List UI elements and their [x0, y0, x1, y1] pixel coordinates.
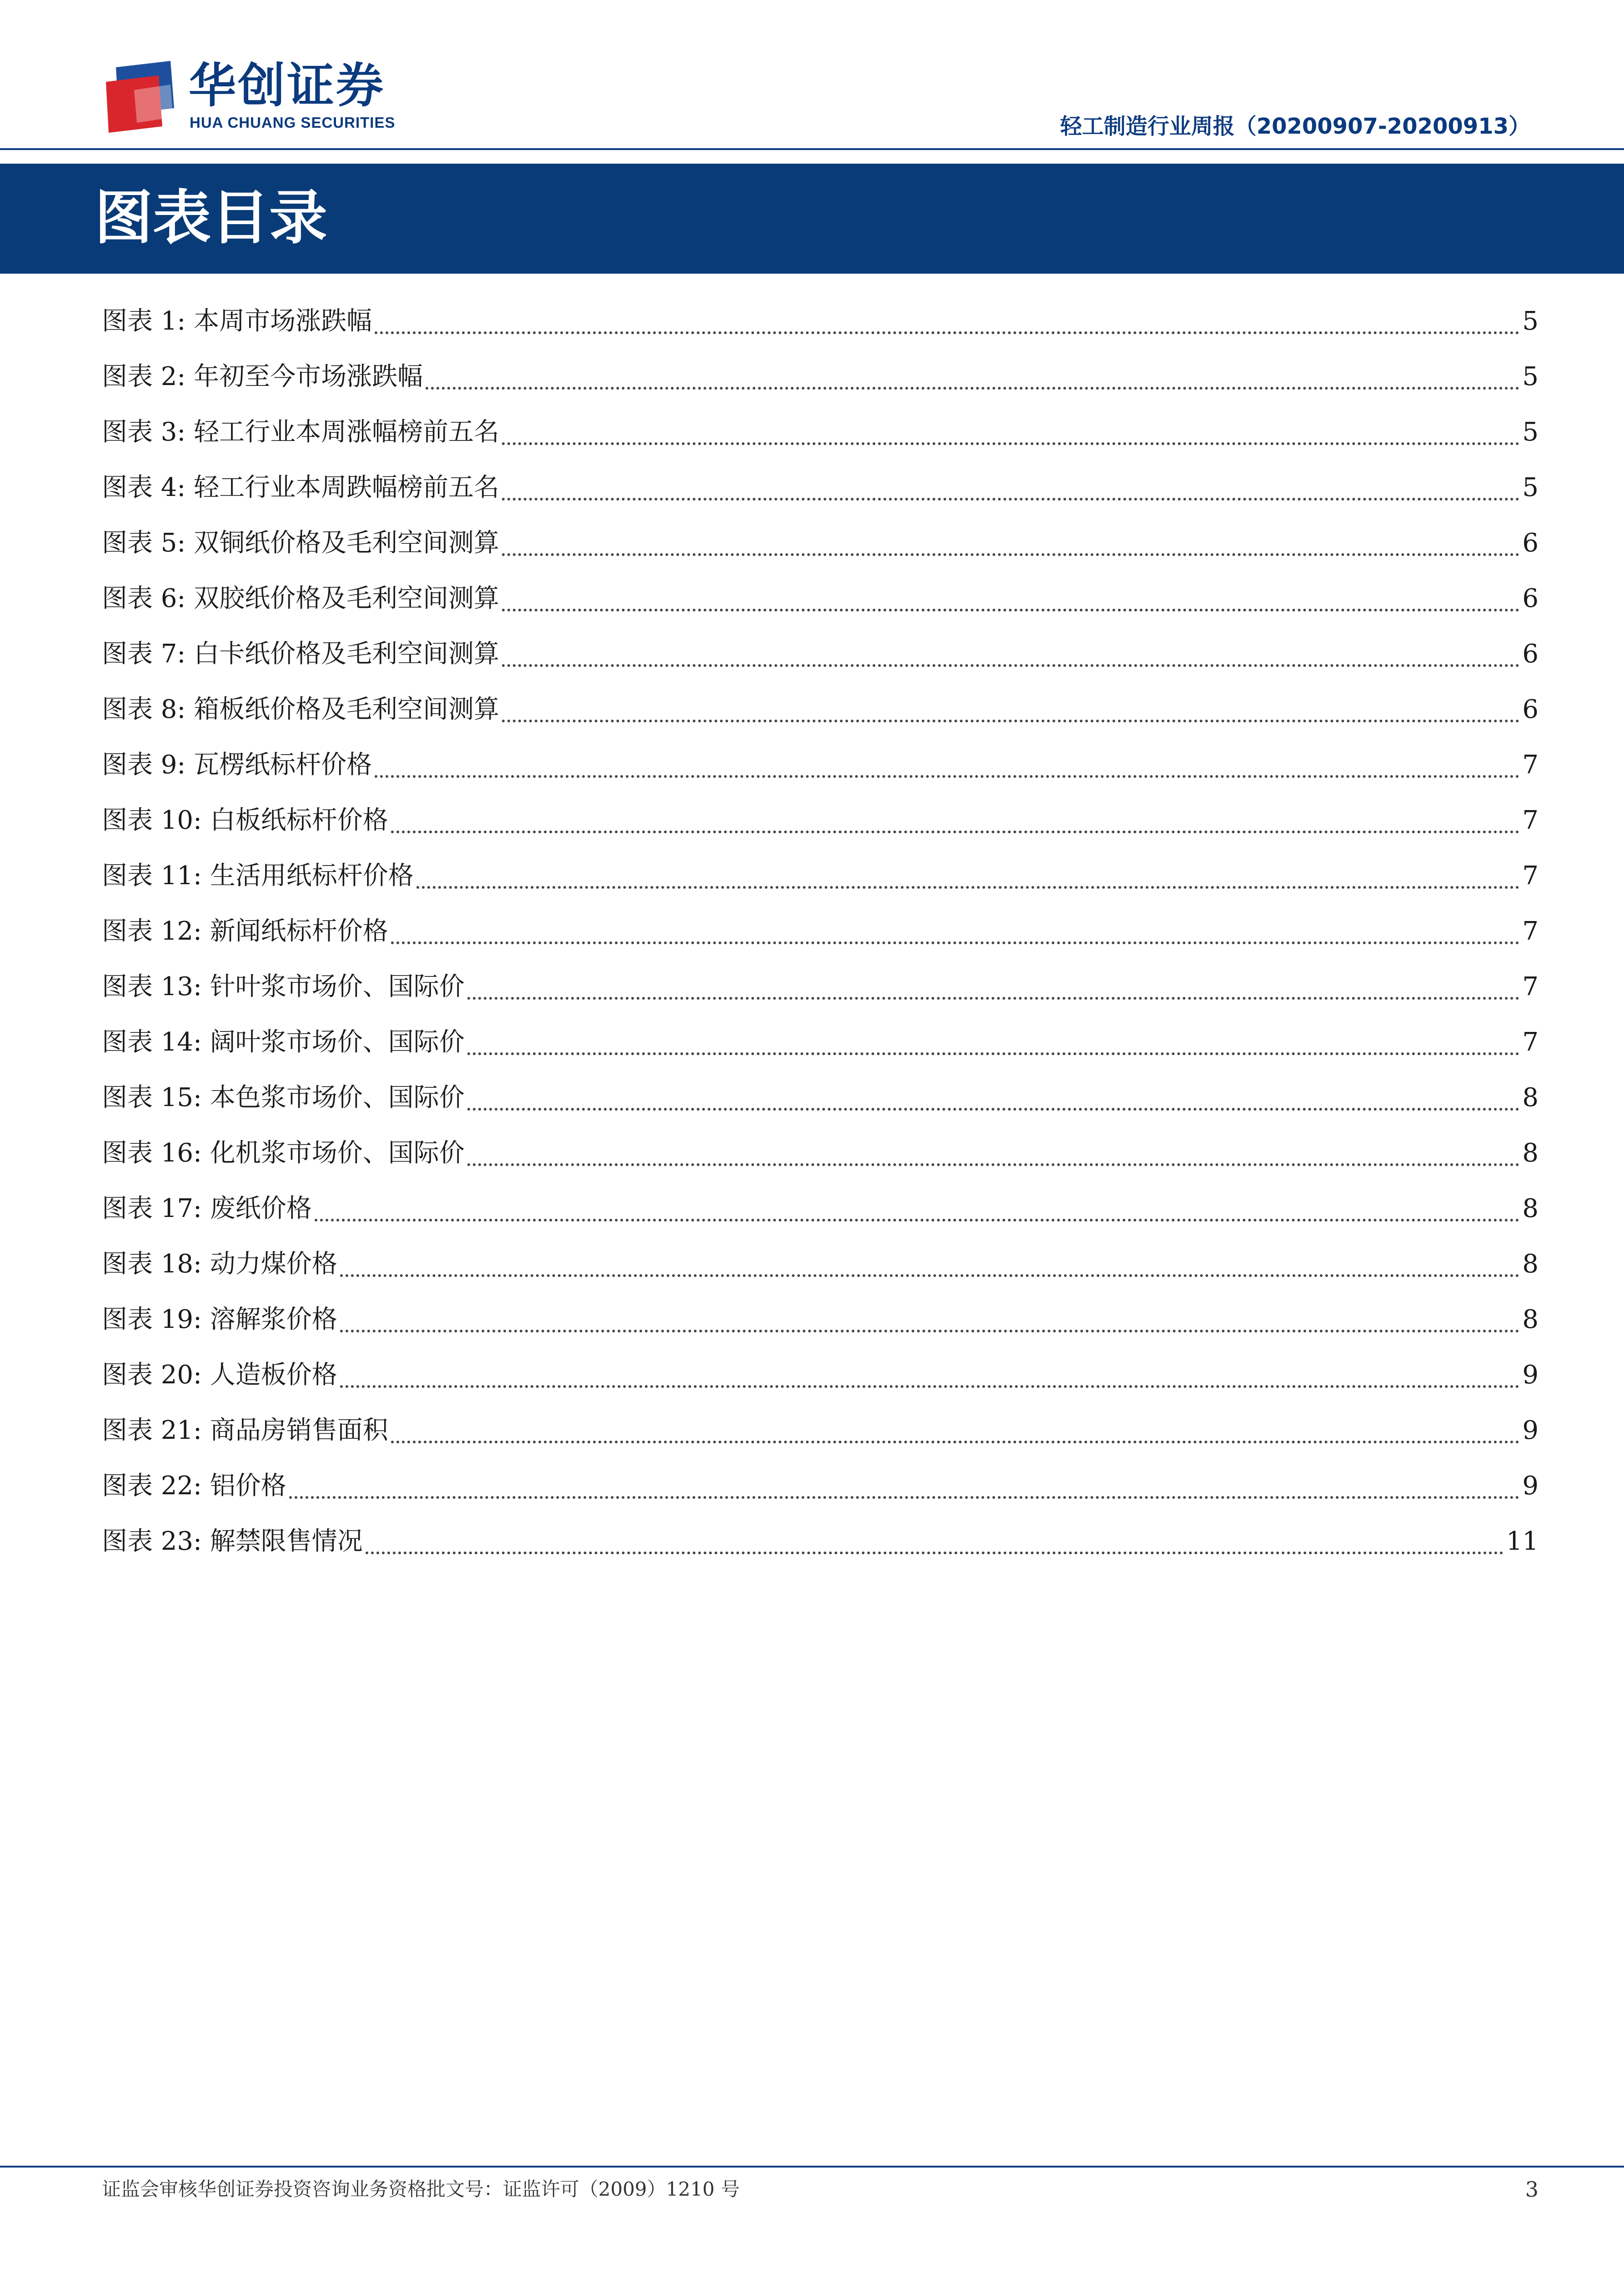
toc-entry-label: 图表 20: 人造板价格 — [102, 1360, 337, 1390]
toc-entry[interactable] — [102, 682, 1539, 737]
toc-entry[interactable] — [102, 626, 1539, 682]
report-title: 轻工制造行业周报（20200907-20200913） — [1060, 114, 1530, 139]
toc-entry-page: 9 — [1522, 1360, 1539, 1390]
toc-entry-label: 图表 4: 轻工行业本周跌幅榜前五名 — [102, 473, 500, 502]
toc-entry-label: 图表 21: 商品房销售面积 — [102, 1416, 388, 1445]
footer-license-text: 证监会审核华创证券投资咨询业务资格批文号：证监许可（2009）1210 号 — [102, 2178, 740, 2200]
header-divider — [0, 148, 1624, 150]
toc-entry[interactable] — [102, 1015, 1539, 1070]
toc-entry-page: 7 — [1522, 806, 1539, 835]
toc-entry-label: 图表 19: 溶解浆价格 — [102, 1305, 337, 1334]
toc-leader-dots — [426, 387, 1519, 390]
toc-entry-label: 图表 10: 白板纸标杆价格 — [102, 806, 388, 835]
toc-entry[interactable] — [102, 1181, 1539, 1237]
toc-entry[interactable] — [102, 737, 1539, 793]
toc-leader-dots — [502, 442, 1519, 445]
toc-entry[interactable] — [102, 405, 1539, 460]
table-of-figures — [102, 294, 1539, 1569]
logo-chinese-name: 华创证券 — [189, 58, 386, 113]
toc-entry[interactable] — [102, 959, 1539, 1015]
toc-entry-label: 图表 14: 阔叶浆市场价、国际价 — [102, 1027, 465, 1057]
toc-entry-page: 9 — [1522, 1471, 1539, 1501]
toc-entry-page: 6 — [1522, 528, 1539, 558]
toc-leader-dots — [391, 1441, 1520, 1443]
toc-entry-label: 图表 3: 轻工行业本周涨幅榜前五名 — [102, 417, 500, 447]
toc-entry[interactable] — [102, 1403, 1539, 1458]
toc-entry-page: 8 — [1522, 1249, 1539, 1279]
toc-entry-page: 8 — [1522, 1305, 1539, 1334]
toc-entry-label: 图表 11: 生活用纸标杆价格 — [102, 861, 414, 891]
toc-entry-label: 图表 9: 瓦楞纸标杆价格 — [102, 750, 372, 780]
toc-entry-label: 图表 15: 本色浆市场价、国际价 — [102, 1083, 465, 1112]
toc-entry-label: 图表 12: 新闻纸标杆价格 — [102, 916, 388, 946]
toc-entry-page: 6 — [1522, 639, 1539, 669]
page-number: 3 — [1525, 2177, 1539, 2202]
toc-entry[interactable] — [102, 294, 1539, 349]
toc-entry-page: 9 — [1522, 1416, 1539, 1445]
toc-entry[interactable] — [102, 516, 1539, 571]
toc-leader-dots — [502, 664, 1519, 667]
toc-entry-page: 7 — [1522, 750, 1539, 780]
toc-entry[interactable] — [102, 460, 1539, 516]
section-title: 图表目录 — [95, 184, 328, 252]
toc-entry-page: 7 — [1522, 1027, 1539, 1057]
toc-leader-dots — [366, 1552, 1504, 1554]
logo-mark-icon — [102, 58, 180, 135]
toc-leader-dots — [340, 1330, 1520, 1332]
toc-entry-page: 6 — [1522, 695, 1539, 724]
toc-leader-dots — [315, 1219, 1520, 1222]
logo-english-name: HUA CHUANG SECURITIES — [190, 114, 396, 131]
toc-leader-dots — [289, 1496, 1520, 1499]
toc-entry-label: 图表 1: 本周市场涨跌幅 — [102, 306, 372, 336]
toc-leader-dots — [467, 997, 1520, 1000]
toc-entry-label: 图表 17: 废纸价格 — [102, 1194, 312, 1223]
toc-entry[interactable] — [102, 1292, 1539, 1347]
toc-entry-label: 图表 18: 动力煤价格 — [102, 1249, 337, 1279]
toc-leader-dots — [502, 720, 1519, 722]
toc-entry-label: 图表 23: 解禁限售情况 — [102, 1527, 363, 1556]
toc-leader-dots — [375, 775, 1519, 778]
toc-entry-page: 6 — [1522, 584, 1539, 613]
toc-leader-dots — [391, 941, 1520, 944]
toc-leader-dots — [502, 609, 1519, 611]
toc-leader-dots — [467, 1108, 1520, 1111]
toc-entry-label: 图表 6: 双胶纸价格及毛利空间测算 — [102, 584, 500, 613]
toc-entry-page: 8 — [1522, 1194, 1539, 1223]
toc-entry-page: 5 — [1522, 417, 1539, 447]
toc-entry[interactable] — [102, 904, 1539, 959]
footer-divider — [0, 2166, 1624, 2168]
toc-entry-page: 5 — [1522, 306, 1539, 336]
toc-leader-dots — [467, 1163, 1520, 1166]
toc-entry[interactable] — [102, 571, 1539, 626]
toc-entry-page: 8 — [1522, 1083, 1539, 1112]
toc-entry-page: 7 — [1522, 916, 1539, 946]
toc-entry-page: 5 — [1522, 473, 1539, 502]
toc-entry[interactable] — [102, 1458, 1539, 1514]
toc-entry[interactable] — [102, 1126, 1539, 1181]
toc-entry-label: 图表 5: 双铜纸价格及毛利空间测算 — [102, 528, 500, 558]
toc-leader-dots — [391, 831, 1520, 833]
section-banner — [0, 164, 1624, 274]
toc-leader-dots — [340, 1385, 1520, 1388]
toc-entry-label: 图表 7: 白卡纸价格及毛利空间测算 — [102, 639, 500, 669]
toc-leader-dots — [416, 886, 1520, 889]
toc-entry-label: 图表 16: 化机浆市场价、国际价 — [102, 1138, 465, 1168]
toc-entry-page: 11 — [1506, 1527, 1539, 1556]
toc-entry-label: 图表 22: 铝价格 — [102, 1471, 286, 1501]
toc-entry-label: 图表 2: 年初至今市场涨跌幅 — [102, 362, 423, 391]
toc-entry[interactable] — [102, 1237, 1539, 1292]
toc-entry[interactable] — [102, 349, 1539, 405]
toc-leader-dots — [467, 1052, 1520, 1055]
toc-entry-page: 8 — [1522, 1138, 1539, 1168]
toc-leader-dots — [502, 553, 1519, 556]
toc-entry-page: 5 — [1522, 362, 1539, 391]
company-logo — [102, 58, 411, 135]
toc-leader-dots — [340, 1274, 1520, 1277]
toc-entry[interactable] — [102, 1070, 1539, 1126]
toc-entry[interactable] — [102, 848, 1539, 904]
toc-entry[interactable] — [102, 1514, 1539, 1569]
toc-leader-dots — [375, 331, 1519, 334]
toc-entry[interactable] — [102, 1347, 1539, 1403]
toc-entry-page: 7 — [1522, 861, 1539, 891]
toc-entry-label: 图表 13: 针叶浆市场价、国际价 — [102, 972, 465, 1001]
toc-entry[interactable] — [102, 793, 1539, 848]
toc-entry-label: 图表 8: 箱板纸价格及毛利空间测算 — [102, 695, 500, 724]
toc-leader-dots — [502, 498, 1519, 501]
toc-entry-page: 7 — [1522, 972, 1539, 1001]
